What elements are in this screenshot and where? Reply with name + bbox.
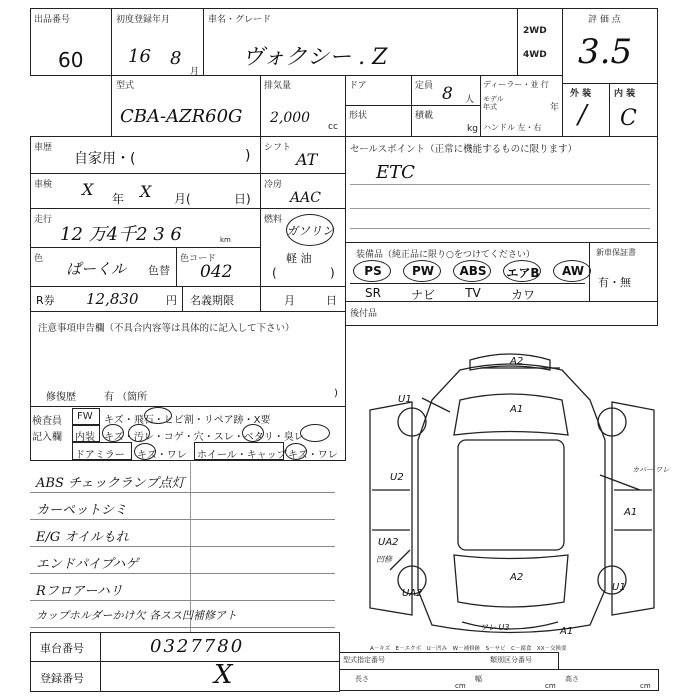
displacement-value: 2,000 (270, 110, 311, 126)
2wd-label: 2WD (523, 26, 547, 36)
score-value: 3.5 (578, 32, 633, 72)
meigi-label: 名義期限 (190, 294, 234, 307)
aftermarket-label: 後付品 (350, 309, 378, 319)
handle-label: ハンドル 左・右 (483, 123, 542, 132)
warranty-value: 有・無 (598, 276, 631, 289)
interior-inspect-text: キズ・汚レ・コゲ・穴・スレ・ベタリ・臭レ (104, 432, 304, 443)
chassis-value: 0327780 (150, 636, 245, 657)
shaken-month: X (140, 182, 152, 201)
diagram-mark-u1: U1 (398, 394, 412, 405)
inspector-label-1: 検査員 (32, 416, 62, 427)
usage-label: 車歴 (34, 143, 53, 153)
handwritten-note: カーペットシミ (36, 503, 128, 518)
lot-number-label: 出品番号 (34, 15, 71, 25)
equipment-item: エアB (506, 266, 540, 280)
fw-text: キズ・飛石・ヒビ割・リペア跡・X要 (104, 415, 271, 426)
drive-box (517, 8, 563, 76)
diagram-mark-a2-rear: A2 (510, 572, 524, 583)
capacity-unit: 人 (465, 95, 475, 105)
door-label: ドア (349, 81, 367, 91)
color-label: 色 (34, 254, 44, 264)
diagram-mark-cover: カバー ワレ (632, 466, 670, 474)
mark-arrow-2 (422, 398, 450, 412)
warranty-label: 新車保証書 (596, 248, 636, 257)
km-unit: km (220, 236, 231, 244)
mirror-circle (134, 443, 156, 460)
model-label: 型式 (116, 81, 135, 91)
lot-number-value: 60 (58, 48, 84, 72)
month-unit: 月 (190, 67, 200, 77)
shaken-label: 車検 (34, 180, 53, 190)
model-year-label: モデル 年式 (483, 95, 504, 111)
mirror-text: キズ・ワレ (137, 450, 187, 461)
height-label: 高さ (565, 675, 579, 683)
interior-value: C (620, 106, 637, 131)
diagram-mark-a2-top: A2 (510, 356, 524, 367)
diagram-mark-ua2-1: UA2 (378, 537, 399, 548)
exterior-value: / (578, 100, 587, 130)
shaken-day-unit: 日) (234, 192, 251, 206)
diesel-label: 軽 油 (286, 252, 312, 265)
color-value: ぱーくル (66, 260, 127, 278)
handwritten-note: ABS チェックランプ点灯 (36, 476, 185, 491)
color-code-value: 042 (200, 262, 233, 282)
equipment-label: 装備品（純正品に限り○をつけてください） (356, 250, 535, 260)
note-rule (30, 573, 335, 574)
interior-label: 内 装 (614, 89, 636, 99)
note-rule (30, 546, 335, 547)
diagram-mark-a1-right: A1 (624, 507, 638, 518)
cat-label: 類別区分番号 (490, 656, 532, 664)
mileage-label: 走行 (34, 215, 53, 225)
paren-open: ( (272, 266, 277, 280)
diagram-mark-a1-roof: A1 (510, 404, 524, 415)
shaken-month-unit: 月( (174, 192, 191, 206)
capacity-label: 定員 (415, 81, 434, 91)
fuel-value: ガソリン (286, 224, 335, 238)
shaken-year-unit: 年 (112, 192, 125, 206)
mileage-value: 12 万4千2 3 6 (60, 224, 182, 245)
first-reg-year: 16 (128, 46, 151, 67)
reg-label: 登録番号 (40, 672, 84, 685)
aftermarket-box (345, 301, 658, 326)
interior-circle-3 (242, 424, 264, 442)
handwritten-note: エンドパイプハゲ (36, 557, 139, 572)
equipment-item: TV (465, 286, 481, 300)
length-cm: cm (455, 682, 466, 690)
usage-box (30, 136, 261, 174)
note-rule (30, 519, 335, 520)
diagram-mark-u3: ワレ U3 (480, 623, 510, 632)
diagram-mark-u1-rear: U1 (612, 582, 626, 593)
handwritten-note: Rフロアーハリ (36, 584, 123, 599)
roof (458, 440, 564, 550)
yen-unit: 円 (166, 294, 177, 307)
ac-value: AAC (290, 190, 321, 206)
mark-arrow-3 (600, 475, 640, 490)
displacement-label: 排気量 (264, 81, 292, 91)
year-unit: 年 (550, 103, 560, 113)
ticket-label: R券 (36, 294, 55, 307)
note-rule (30, 627, 335, 628)
repair-label: 修復歴 (46, 392, 76, 403)
wheel-label: ホイール・キャップ (197, 450, 287, 461)
equipment-item: カワ (510, 288, 535, 302)
wheel-text: キズ・ワレ (288, 450, 338, 461)
inspector-label-2: 記入欄 (32, 432, 62, 443)
handwritten-note: カップホルダーかけ欠 各スス凹補修アト (36, 609, 237, 622)
capacity-value: 8 (442, 84, 453, 104)
name-grade-value: ヴォクシー . Z (242, 45, 388, 70)
equipment-divider (350, 283, 585, 284)
load-label: 積載 (415, 111, 434, 121)
usage-close: ) (245, 148, 251, 164)
dims-box (339, 669, 659, 691)
equipment-item: SR (365, 286, 381, 300)
name-grade-label: 車名・グレード (208, 15, 272, 25)
sales-value: ETC (376, 162, 415, 183)
mirror-label: ドアミラー (75, 450, 125, 461)
diagram-mark-ua2-2: UA2 (402, 588, 423, 599)
ac-label: 冷房 (264, 180, 283, 190)
first-reg-label: 初度登録年月 (116, 15, 171, 25)
car-damage-diagram (350, 340, 670, 650)
interior-circle-1 (102, 424, 124, 442)
equipment-item: ABS (459, 264, 487, 278)
shift-label: シフト (264, 143, 292, 153)
kg-unit: kg (467, 124, 478, 134)
damage-legend: A－キズ E－エクボ U－凹み W－補修跡 S－サビ C－腐食 XX－交換要 (370, 646, 567, 652)
color-divider (176, 247, 177, 287)
height-cm: cm (640, 682, 651, 690)
repaint-label: 色替 (148, 264, 170, 277)
dealer-label: ディーラー・並 行 (483, 80, 549, 89)
width-cm: cm (545, 682, 556, 690)
exterior-label: 外 装 (570, 89, 592, 99)
ticket-value: 12,830 (86, 290, 139, 308)
color-code-label: 色コード (180, 254, 217, 264)
handwritten-note: E/G オイルもれ (36, 530, 129, 545)
reg-value: X (214, 660, 233, 690)
model-value: CBA-AZR60G (120, 106, 243, 127)
repair-value: 有 （箇所 (104, 392, 148, 403)
length-label: 長さ (355, 675, 369, 683)
interior-inspect-label: 内装 (75, 432, 95, 443)
paren-close: ) (330, 266, 335, 280)
width-label: 幅 (475, 675, 482, 683)
chassis-label: 車台番号 (40, 642, 84, 655)
shaken-year: X (82, 180, 94, 199)
interior-circle-2 (128, 424, 150, 442)
fuel-label: 燃料 (264, 215, 283, 225)
shape-label: 形状 (349, 111, 368, 121)
repair-close: ) (334, 388, 338, 399)
diagram-mark-a1-rear: A1 (560, 626, 574, 637)
diagram-mark-dent: 凹修 (376, 555, 392, 564)
cc-unit: cc (328, 122, 338, 132)
first-reg-month: 8 (170, 48, 182, 69)
meigi-day: 日 (326, 294, 337, 307)
interior-circle-4 (300, 424, 330, 442)
meigi-month: 月 (284, 294, 295, 307)
fw-label: FW (77, 411, 93, 422)
equipment-item: AW (562, 264, 584, 278)
note-rule (30, 600, 335, 601)
type-spec-label: 型式指定番号 (343, 656, 385, 664)
fw-circle (144, 407, 172, 424)
wheel-circle (285, 443, 307, 460)
sales-line-3 (350, 228, 650, 229)
usage-value: 自家用・( (74, 151, 136, 167)
notes-label: 注意事項申告欄（不具合内容等は具体的に記入して下さい） (38, 323, 295, 334)
note-rule (30, 492, 335, 493)
sales-line-2 (350, 208, 650, 209)
shift-value: AT (296, 150, 318, 169)
equipment-item: ナビ (410, 288, 435, 302)
score-label: 評 価 点 (588, 15, 621, 25)
sales-line-1 (350, 184, 650, 185)
rear-bumper (462, 622, 558, 629)
sales-label: セールスポイント（正常に機能するものに限ります） (350, 144, 578, 155)
diagram-mark-u2: U2 (390, 472, 404, 483)
equipment-item: PS (364, 264, 382, 278)
equipment-item: PW (411, 264, 435, 278)
4wd-label: 4WD (523, 50, 547, 60)
